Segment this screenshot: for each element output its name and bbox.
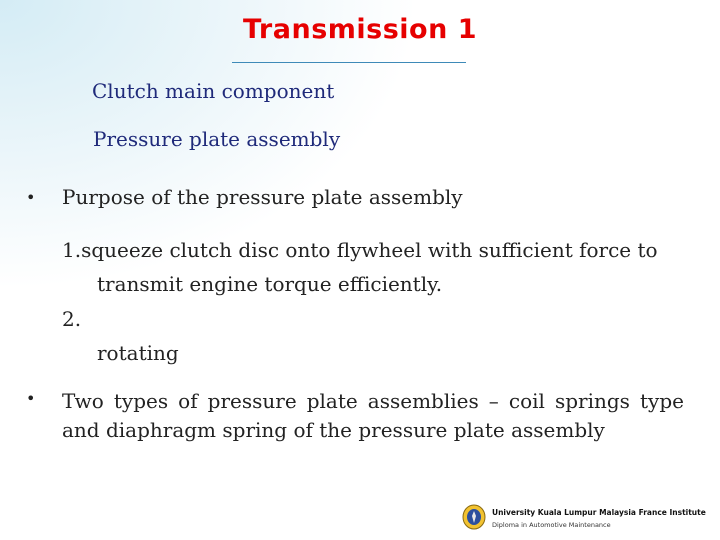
bullet-types-line2: and diaphragm spring of the pressure plate assembly [62,418,605,442]
bullet-marker: • [26,188,36,207]
bullet-types-line1: Two types of pressure plate assemblies – coil springs type [62,389,684,413]
slide-title [0,14,720,45]
footer-program: Diploma in Automotive Maintenance [492,521,611,529]
numbered-item-1-continuation: transmit engine torque efficiently. [97,272,443,296]
footer-institute: University Kuala Lumpur Malaysia France Institute [492,508,706,517]
bullet-purpose-text: Purpose of the pressure plate assembly [62,185,463,209]
university-crest-icon [462,504,486,530]
subtitle-pressure-plate: Pressure plate assembly [93,127,341,151]
numbered-item-1 [62,238,658,262]
item-line1: squeeze clutch disc onto flywheel with sufficient force to [81,238,658,262]
bullet-marker: • [26,389,36,408]
footer [462,504,712,534]
subtitle-clutch-component: Clutch main component [92,79,335,103]
numbered-item-2-continuation: rotating [97,341,179,365]
title-text: Transmission 1 [242,14,478,45]
item-number: 2. [62,307,82,331]
item-number: 1. [62,238,82,262]
numbered-item-2 [62,307,81,331]
title-underline [232,62,466,63]
